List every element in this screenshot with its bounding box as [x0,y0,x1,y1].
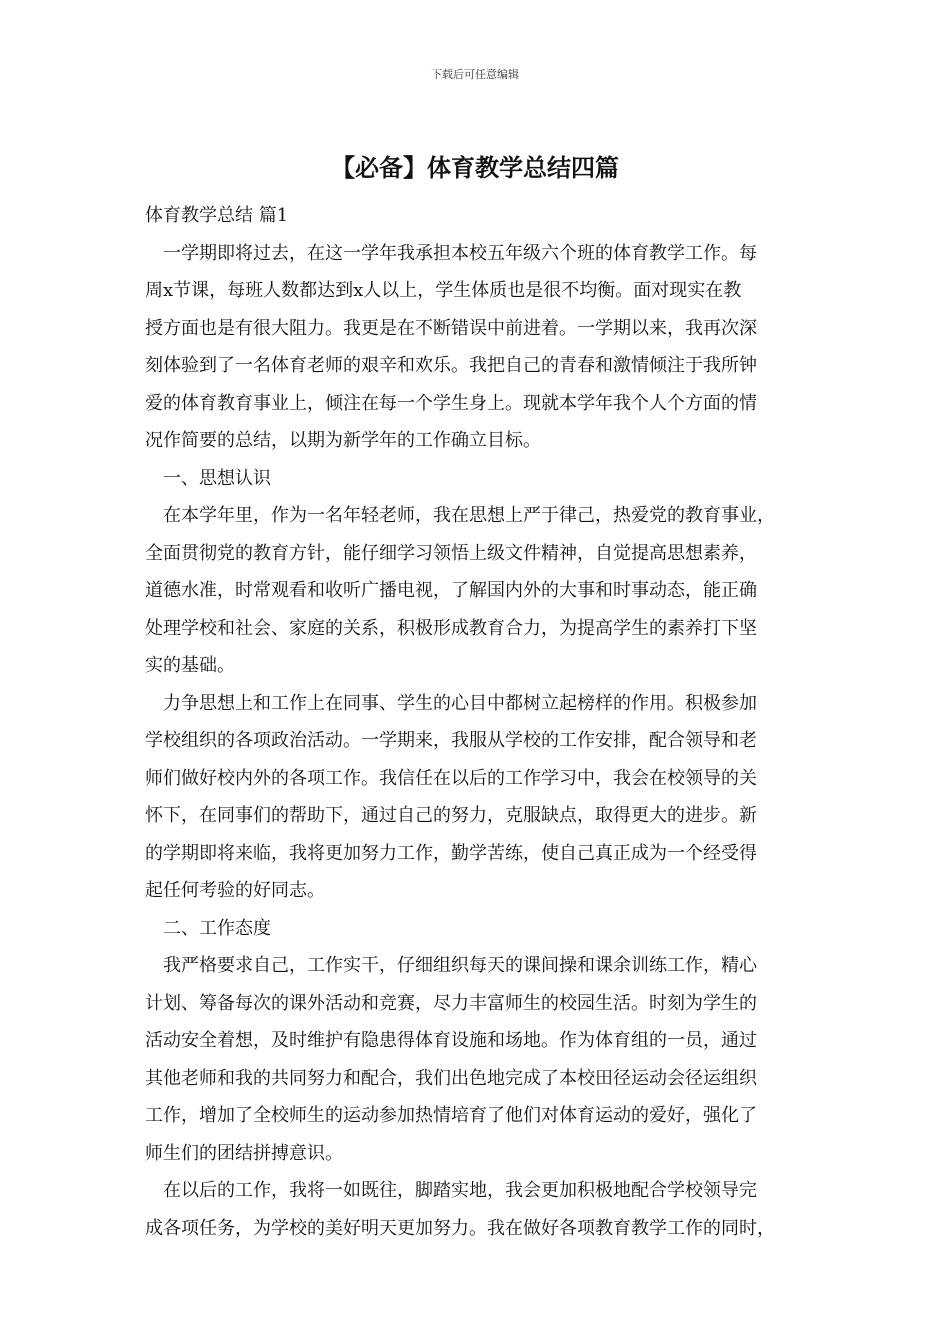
text-line: 的学期即将来临，我将更加努力工作，勤学苦练，使自己真正成为一个经受得 [145,842,757,864]
paragraph-thought-1 [145,497,810,685]
paragraph-intro [145,235,810,460]
text-line: 道德水准，时常观看和收听广播电视，了解国内外的大事和时事动态，能正确 [145,580,757,601]
text-line: 全面贯彻党的教育方针，能仔细学习领悟上级文件精神，自觉提高思想素养， [145,542,757,564]
text-line: 我严格要求自己，工作实干，仔细组织每天的课间操和课余训练工作，精心 [145,955,757,976]
text-line: 力争思想上和工作上在同事、学生的心目中都树立起榜样的作用。积极参加 [145,692,757,714]
text-line: 二、工作态度 [145,917,271,939]
paragraph-thought-2 [145,685,810,910]
text-line: 周x节课，每班人数都达到x人以上，学生体质也是很不均衡。面对现实在教 [145,280,742,301]
text-line: 爱的体育教育事业上，倾注在每一个学生身上。现就本学年我个人个方面的情 [145,392,757,414]
text-line: 一学期即将过去，在这一学年我承担本校五年级六个班的体育教学工作。每 [145,242,757,264]
header-note: 下载后可任意编辑 [431,68,519,81]
text-line: 计划、筹备每次的课外活动和竞赛，尽力丰富师生的校园生活。时刻为学生的 [145,992,757,1014]
text-line: 怀下，在同事们的帮助下，通过自己的努力，克服缺点，取得更大的进步。新 [145,805,757,826]
text-line: 况作简要的总结，以期为新学年的工作确立目标。 [145,430,541,451]
text-line: 其他老师和我的共同努力和配合，我们出色地完成了本校田径运动会径运组织 [145,1067,757,1089]
paragraph-attitude-1 [145,947,810,1172]
text-line: 师生们的团结拼搏意识。 [145,1142,343,1164]
text-line: 工作，增加了全校师生的运动参加热情培育了他们对体育运动的爱好，强化了 [145,1105,757,1126]
text-line: 实的基础。 [145,655,235,676]
section-heading-attitude [145,910,810,948]
document-body [145,197,810,1247]
text-line: 学校组织的各项政治活动。一学期来，我服从学校的工作安排，配合领导和老 [145,730,757,751]
text-line: 在以后的工作，我将一如既往，脚踏实地，我会更加积极地配合学校领导完 [145,1180,757,1201]
section-heading-thought [145,460,810,498]
text-line: 成各项任务，为学校的美好明天更加努力。我在做好各项教育教学工作的同时， [145,1217,775,1239]
text-line: 体育教学总结 篇1 [145,205,289,226]
text-line: 活动安全着想，及时维护有隐患得体育设施和场地。作为体育组的一员，通过 [145,1030,757,1051]
section-heading-piece-1 [145,197,810,235]
text-line: 在本学年里，作为一名年轻老师，我在思想上严于律己，热爱党的教育事业， [145,505,775,526]
text-line: 师们做好校内外的各项工作。我信任在以后的工作学习中，我会在校领导的关 [145,767,757,789]
text-line: 授方面也是有很大阻力。我更是在不断错误中前进着。一学期以来，我再次深 [145,317,757,339]
text-line: 刻体验到了一名体育老师的艰辛和欢乐。我把自己的青春和激情倾注于我所钟 [145,355,757,376]
text-line: 起任何考验的好同志。 [145,880,325,901]
document-title: 【必备】体育教学总结四篇 [331,153,619,182]
text-line: 一、思想认识 [145,467,271,489]
text-line: 处理学校和社会、家庭的关系，积极形成教育合力，为提高学生的素养打下坚 [145,617,757,639]
paragraph-attitude-2 [145,1172,810,1247]
